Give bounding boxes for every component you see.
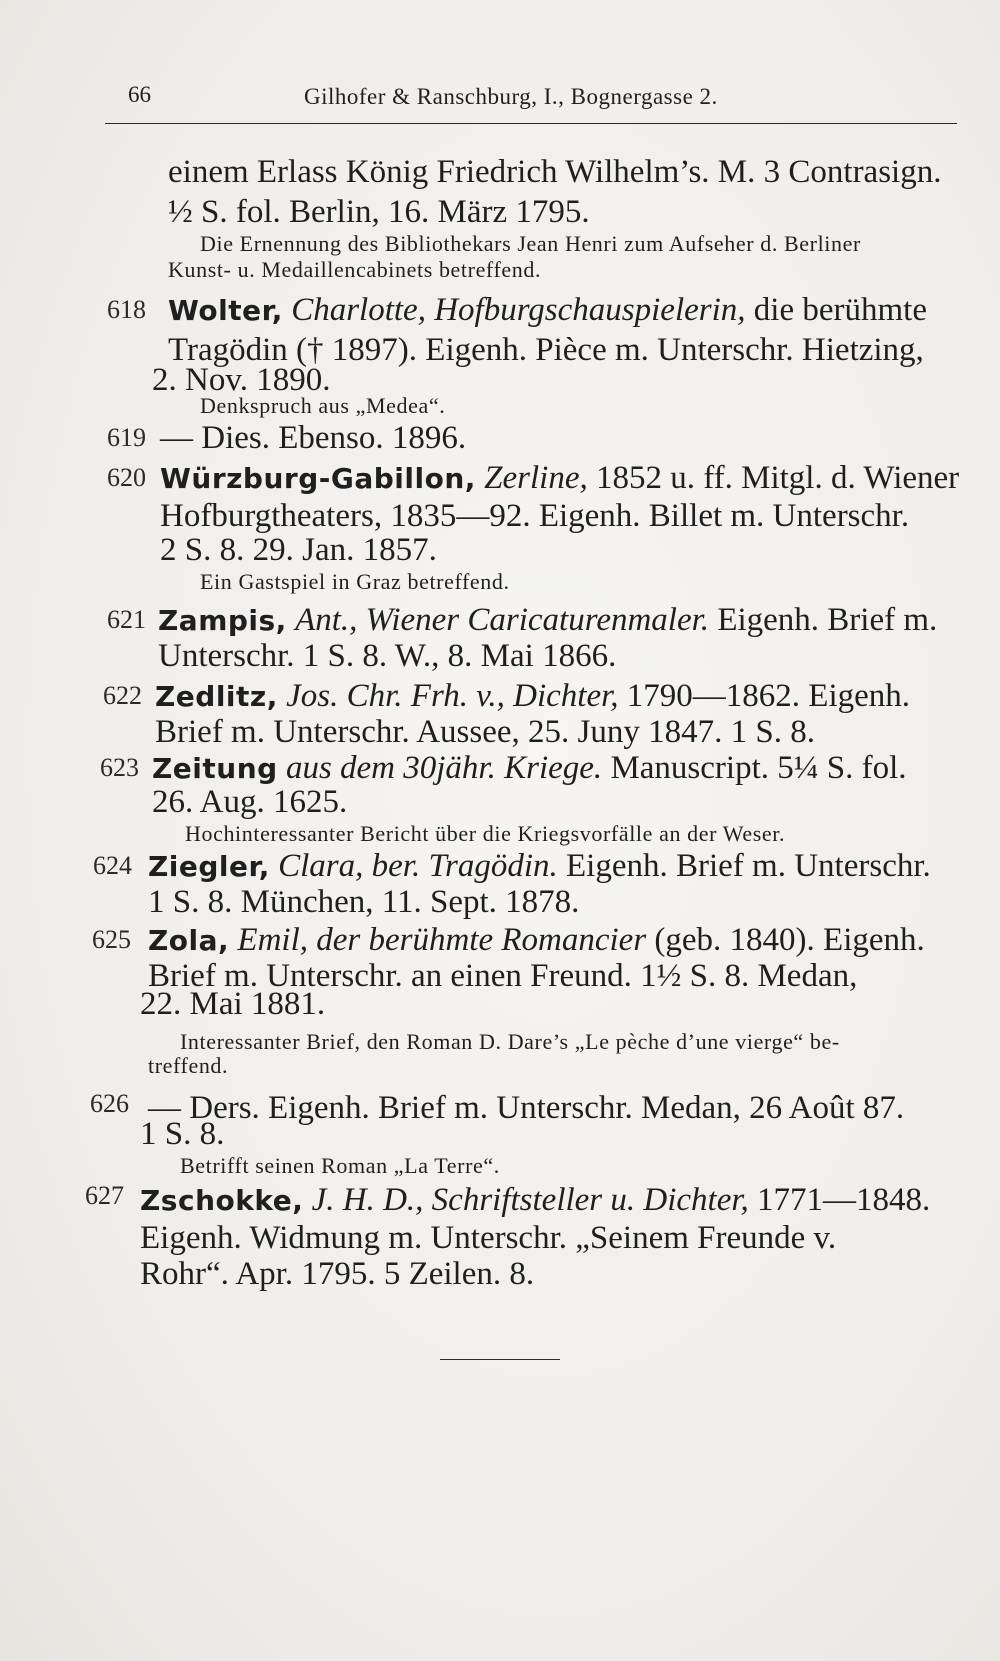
entry-620-headword: Würzburg-Gabillon, (160, 462, 476, 495)
entry-621-line-1-tail: Eigenh. Brief m. (717, 602, 938, 638)
entry-620-line-1 (160, 458, 959, 499)
entry-618-headword: Wolter, (168, 294, 283, 327)
entry-627-description: J. H. D., Schriftsteller u. Dichter, (311, 1182, 749, 1218)
entry-618-line-1-tail: die berühmte (753, 292, 927, 328)
entry-620-description: Zerline, (484, 460, 588, 496)
publisher-line: Gilhofer & Ranschburg, I., Bognergasse 2. (304, 84, 718, 109)
entry-626-number: 626 (90, 1089, 129, 1118)
entry-624-headword: Ziegler, (148, 850, 270, 883)
entry-620-line-2: Hofburgtheaters, 1835—92. Eigenh. Billet m. Unterschr. (160, 498, 910, 534)
entry-625-line-3: 22. Mai 1881. (140, 986, 326, 1022)
page-number: 66 (128, 82, 151, 107)
entry-625-number: 625 (92, 925, 131, 954)
entry-618-description: Charlotte, Hofburgschauspielerin, (291, 292, 746, 328)
entry-622-line-2: Brief m. Unterschr. Aussee, 25. Juny 1847. 1 S. 8. (155, 714, 815, 750)
entry-626-line-1: — Ders. Eigenh. Brief m. Unterschr. Medan, 26 Août 87. (148, 1090, 905, 1126)
entry-620-line-3: 2 S. 8. 29. Jan. 1857. (160, 532, 437, 568)
entry-622-line-1 (155, 676, 910, 717)
entry-617-line-1: einem Erlass König Friedrich Wilhelm’s. M. 3 Contrasign. (168, 154, 942, 190)
entry-625-headword: Zola, (148, 924, 230, 957)
entry-627-line-2: Eigenh. Widmung m. Unterschr. „Seinem Freunde v. (140, 1220, 837, 1256)
entry-621-headword: Zampis, (158, 604, 287, 637)
entry-627-line-3: Rohr“. Apr. 1795. 5 Zeilen. 8. (140, 1256, 535, 1292)
header-rule (105, 123, 957, 124)
entry-619-line-1: — Dies. Ebenso. 1896. (160, 420, 467, 456)
entry-621-line-1 (158, 600, 937, 641)
entry-622-line-1-tail: 1790—1862. Eigenh. (626, 678, 911, 714)
entry-620-number: 620 (107, 463, 146, 492)
entry-624-line-1 (148, 846, 931, 887)
entry-618-line-1 (168, 290, 927, 331)
entry-623-line-1-tail: Manuscript. 5¼ S. fol. (610, 750, 907, 786)
entry-623-note: Hochinteressanter Bericht über die Kriegsvorfälle an der Weser. (185, 821, 786, 846)
entry-627-number: 627 (85, 1181, 124, 1210)
entry-624-number: 624 (93, 851, 132, 880)
entry-621-line-2: Unterschr. 1 S. 8. W., 8. Mai 1866. (158, 638, 617, 674)
entry-621-description: Ant., Wiener Caricaturenmaler. (295, 602, 710, 638)
entry-627-line-1 (140, 1180, 930, 1221)
entry-623-number: 623 (100, 753, 139, 782)
entry-624-description: Clara, ber. Tragödin. (278, 848, 558, 884)
entry-625-line-1 (148, 920, 925, 961)
entry-618-line-2: Tragödin († 1897). Eigenh. Pièce m. Unterschr. Hietzing, (168, 332, 924, 368)
entry-618-note: Denkspruch aus „Medea“. (200, 393, 446, 418)
entry-617-note-1: Die Ernennung des Bibliothekars Jean Henri zum Aufseher d. Berliner (200, 231, 861, 256)
entry-618-line-3: 2. Nov. 1890. (152, 362, 331, 398)
entry-626-note: Betrifft seinen Roman „La Terre“. (180, 1153, 500, 1178)
entry-626-line-2: 1 S. 8. (140, 1116, 225, 1152)
entry-622-headword: Zedlitz, (155, 680, 278, 713)
entry-625-line-1-tail: (geb. 1840). Eigenh. (654, 922, 925, 958)
entry-619-number: 619 (107, 423, 146, 452)
entry-627-line-1-tail: 1771—1848. (757, 1182, 931, 1218)
entry-625-description: Emil, der berühmte Romancier (237, 922, 647, 958)
entry-624-line-1-tail: Eigenh. Brief m. Unterschr. (566, 848, 931, 884)
entry-617-line-2: ½ S. fol. Berlin, 16. März 1795. (168, 194, 590, 230)
entry-617-note-2: Kunst- u. Medaillencabinets betreffend. (168, 257, 542, 282)
entry-618-number: 618 (107, 295, 146, 324)
end-rule (440, 1359, 560, 1360)
entry-622-description: Jos. Chr. Frh. v., Dichter, (286, 678, 619, 714)
entry-623-line-2: 26. Aug. 1625. (152, 784, 348, 820)
entry-620-note: Ein Gastspiel in Graz betreffend. (200, 569, 510, 594)
entry-625-note-1: Interessanter Brief, den Roman D. Dare’s „Le pèche d’une vierge“ be- (180, 1029, 840, 1054)
entry-625-line-2: Brief m. Unterschr. an einen Freund. 1½ S. 8. Medan, (148, 958, 858, 994)
entry-624-line-2: 1 S. 8. München, 11. Sept. 1878. (148, 884, 580, 920)
entry-625-note-2: treffend. (148, 1053, 229, 1078)
running-header (108, 82, 958, 122)
entry-620-line-1-tail: 1852 u. ff. Mitgl. d. Wiener (595, 460, 960, 496)
entry-627-headword: Zschokke, (140, 1184, 304, 1217)
entry-623-description: aus dem 30jähr. Kriege. (285, 750, 603, 786)
entry-622-number: 622 (103, 681, 142, 710)
entry-623-headword: Zeitung (152, 752, 278, 785)
entry-621-number: 621 (107, 605, 146, 634)
